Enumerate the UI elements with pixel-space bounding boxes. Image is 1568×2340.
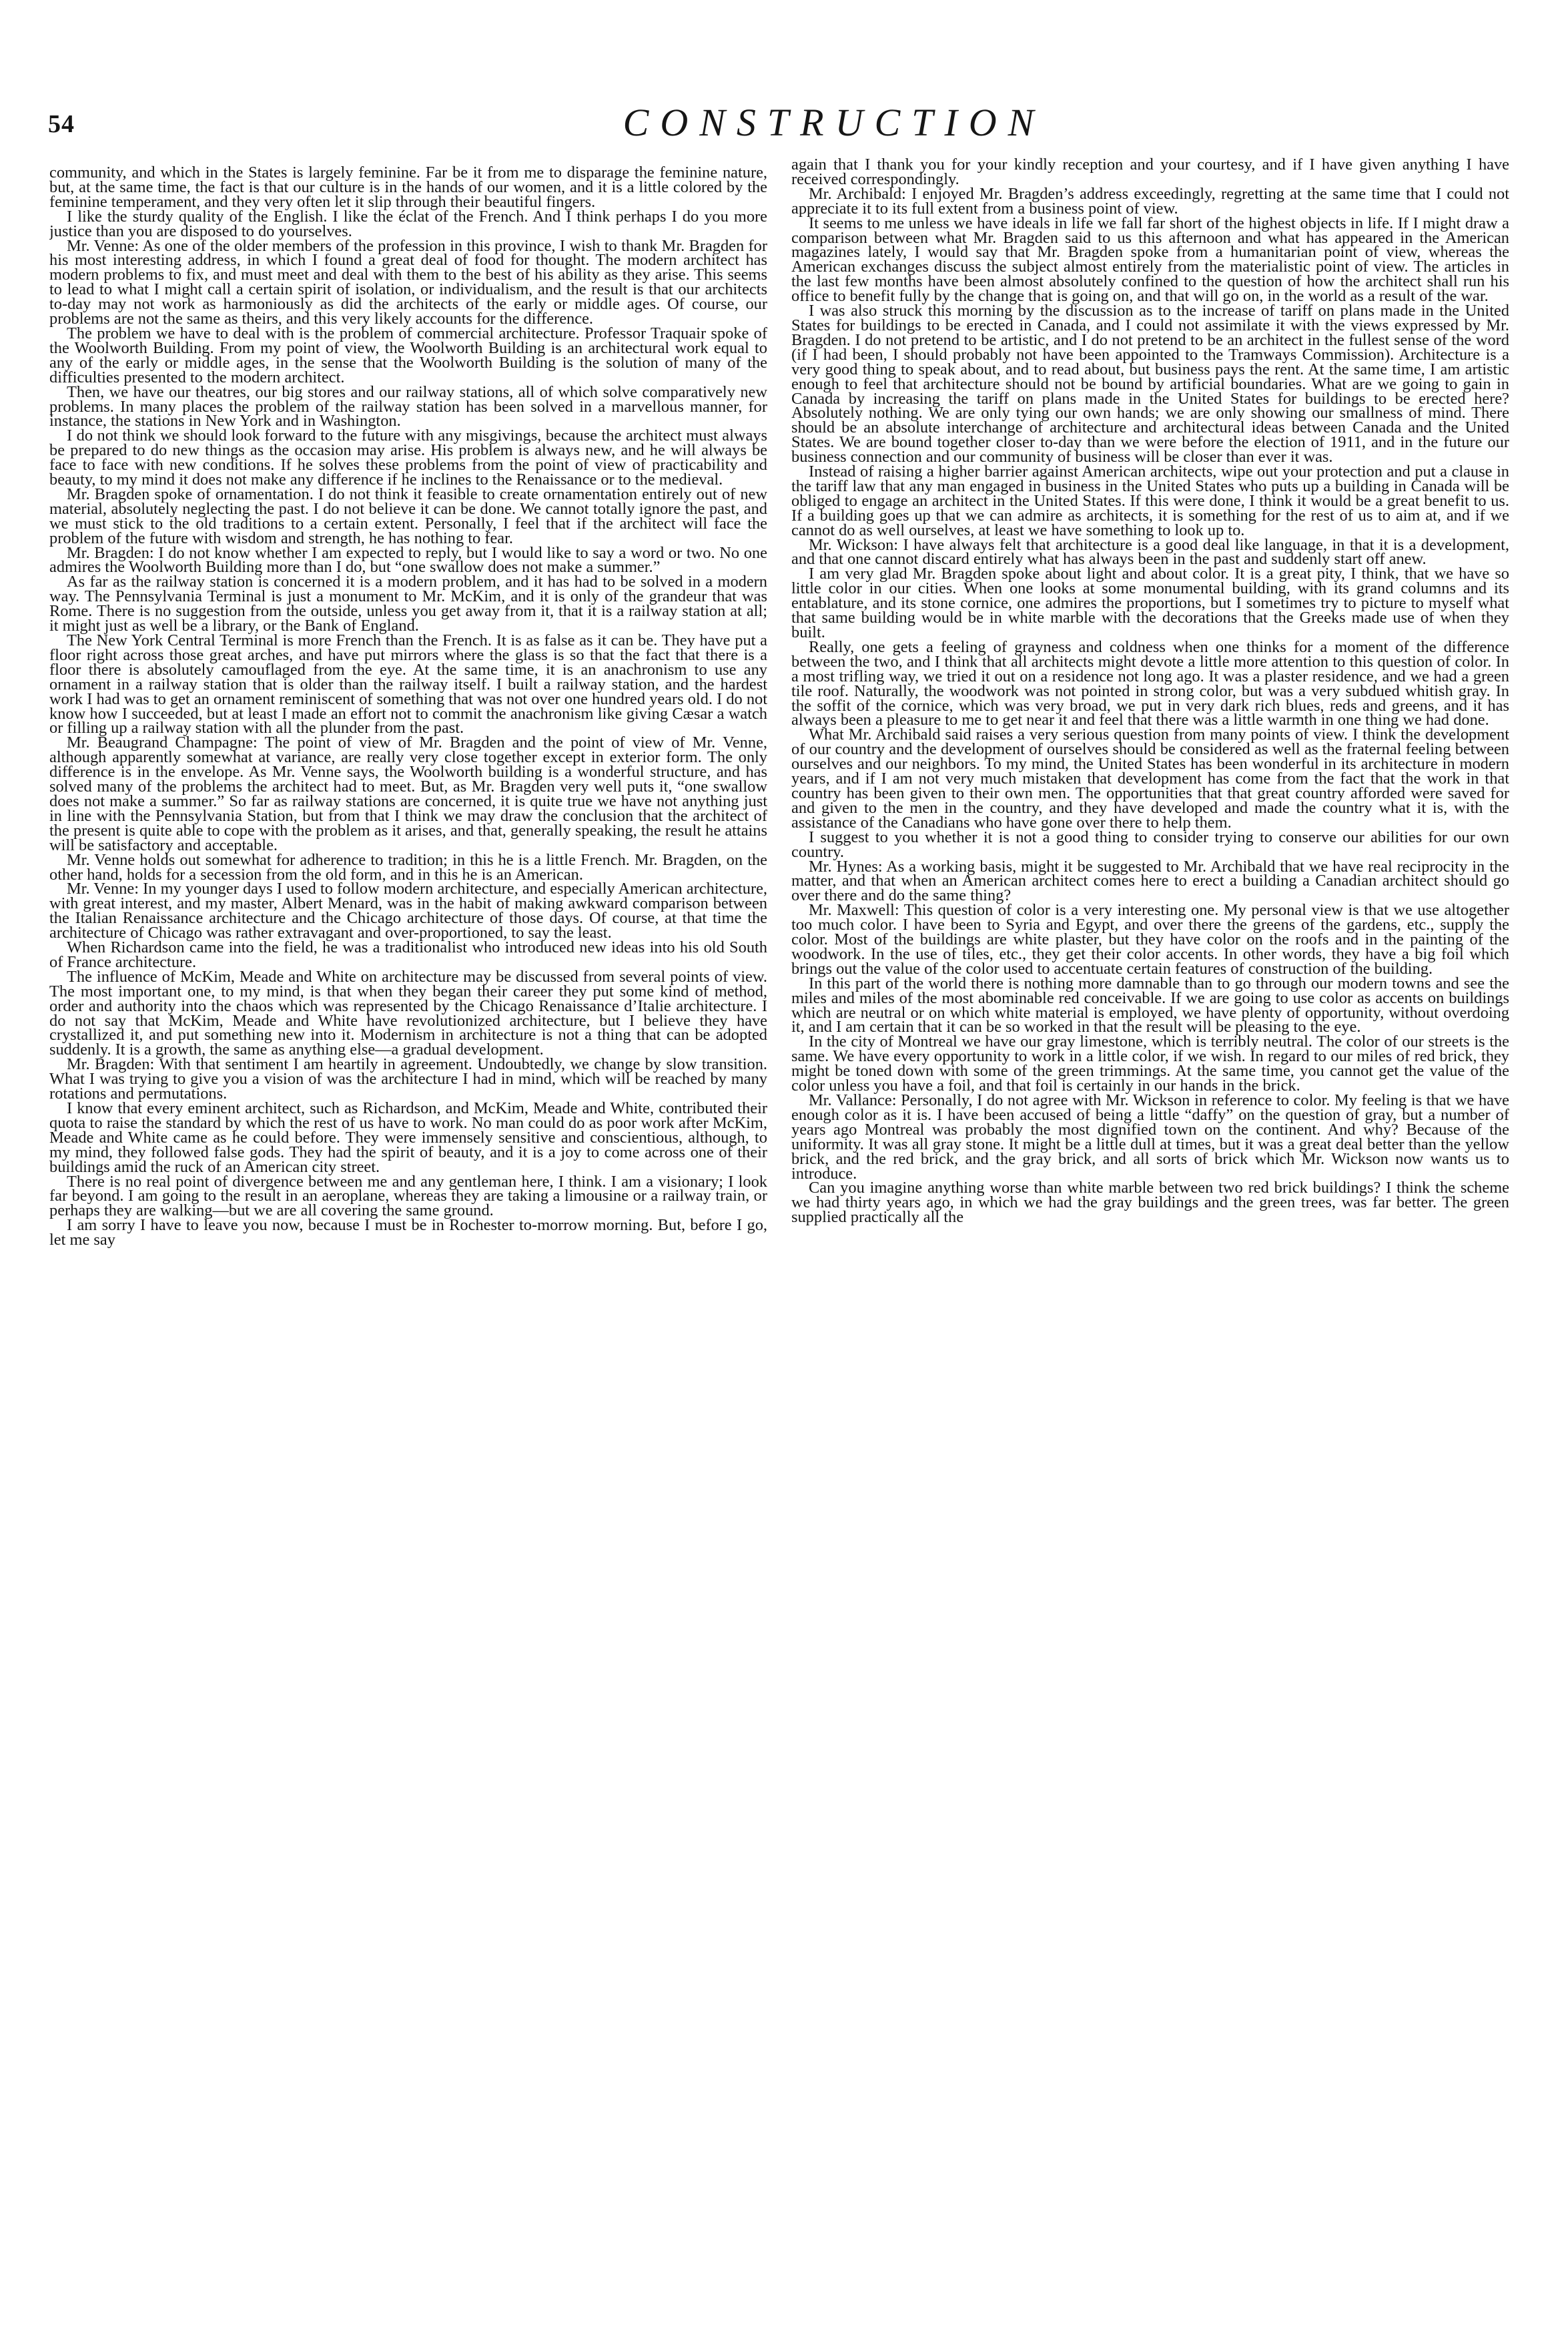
- paragraph: Mr. Bragden spoke of ornamentation. I do not think it feasible to create ornamentation entirely out of new material, absolutely neglecting the past. I do not believe it can be done. We cannot totally ignore the past, and we must stick to the old traditions to a certain extent. Personally, I feel that if the architect will face the problem of the future with wisdom and strength, he has nothing to fear.: [49, 485, 767, 547]
- paragraph: I like the sturdy quality of the English. I like the éclat of the French. And I think perhaps I do you more justice than you are disposed to do yourselves.: [49, 207, 767, 240]
- paragraph: I suggest to you whether it is not a good thing to consider trying to conserve our abilities for our own country.: [791, 828, 1509, 861]
- paragraph: Can you imagine anything worse than white marble between two red brick buildings? I think the scheme we had thirty years ago, in which we had the gray buildings and the green trees, was far better. The green supplied practically all the: [791, 1179, 1509, 1227]
- paragraph: I know that every eminent architect, such as Richardson, and McKim, Meade and White, contributed their quota to raise the standard by which the rest of us have to work. No man could do as poor work after McKim, Meade and White came as he could before. They were immensely sensitive and conscientious, although, to my mind, they followed false gods. They had the spirit of beauty, and it is a joy to come across one of their buildings amid the ruck of an American city street.: [49, 1099, 767, 1176]
- paragraph: Then, we have our theatres, our big stores and our railway stations, all of which solve comparatively new problems. In many places the problem of the railway station has been solved in a marvellous manner, for instance, the stations in New York and in Washington.: [49, 382, 767, 430]
- paragraph: Mr. Hynes: As a working basis, might it be suggested to Mr. Archibald that we have real reciprocity in the matter, and that when an American architect comes here to erect a building a Canadian architect should go over there and do the same thing?: [791, 857, 1509, 905]
- paragraph: Mr. Maxwell: This question of color is a very interesting one. My personal view is that we use altogether too much color. I have been to Syria and Egypt, and over there the greens of the gardens, etc., supply the color. Most of the buildings are white plaster, but they have color on the roofs and in the painting of the woodwork. In the use of tiles, etc., they get their color accents. In other words, they have a big foil which brings out the value of the color used to accentuate certain features of construction of the building.: [791, 901, 1509, 978]
- paragraph: In this part of the world there is nothing more damnable than to go through our modern towns and see the miles and miles of the most abominable red conceivable. If we are going to use color as accents on buildings which are neutral or on which white material is employed, we have plenty of opportunity, without overdoing it, and I am certain that it can be so worked in that the result will be pleasing to the eye.: [791, 974, 1509, 1037]
- paragraph: Instead of raising a higher barrier against American architects, wipe out your protection and put a clause in the tariff law that any man engaged in business in the United States who puts up a building in Canada will be obliged to engage an architect in the United States. If this were done, I think it would be a great benefit to us. If a building goes up that we can admire as architects, it is something for the rest of us to aim at, and if we cannot do as well ourselves, at least we have something to look up to.: [791, 463, 1509, 539]
- paragraph: What Mr. Archibald said raises a very serious question from many points of view. I think the development of our country and the development of ourselves should be considered as well as the fraternal feeling between ourselves and our neighbors. To my mind, the United States has been wonderful in its architecture in modern years, and if I am not very much mistaken that development has come from the fact that the work in that country has been given to their own men. The opportunities that that great country afforded were saved for and given to the men in the country, and they have developed and made the country what it is, with the assistance of the Canadians who have gone over there to help them.: [791, 725, 1509, 832]
- right-column: [791, 158, 1509, 2283]
- paragraph: I was also struck this morning by the discussion as to the increase of tariff on plans made in the United States for buildings to be erected in Canada, and I could not assimilate it with the views expressed by Mr. Bragden. I do not pretend to be artistic, and I do not pretend to be an architect in the fullest sense of the word (if I had been, I should probably not have been appointed to the Tramways Commission). Architecture is a very good thing to speak about, and to read about, but business pays the rent. At the same time, I am artistic enough to feel that architecture should not be bound by artificial boundaries. What are we going to gain in Canada by increasing the tariff on plans made in the United States for buildings to be erected here? Absolutely nothing. We are only tying our own hands; we are only showing our smallness of mind. There should be an absolute interchange of architecture and architectural ideas between Canada and the United States. We are bound together closer to-day than we were before the election of 1911, and in the future our business connection and our community of business will be closer than ever it was.: [791, 302, 1509, 467]
- paragraph: I do not think we should look forward to the future with any misgivings, because the architect must always be prepared to do new things as the occasion may arise. His problem is always new, and he will always be face to face with new conditions. If he solves these problems from the point of view of practicability and beauty, to my mind it does not make any difference if he inclines to the Renaissance or to the medieval.: [49, 426, 767, 489]
- paragraph: Mr. Beaugrand Champagne: The point of view of Mr. Bragden and the point of view of Mr. Venne, although apparently somewhat at variance, are really very close together except in exterior form. The only difference is in the envelope. As Mr. Venne says, the Woolworth building is a wonderful structure, and has solved many of the problems the architect had to meet. But, as Mr. Bragden very well puts it, “one swallow does not make a summer.” So far as railway stations are concerned, it is quite true we have not anything just in line with the Pennsylvania Station, but from that I think we may draw the conclusion that the architect of the present is quite able to cope with the problem as it arises, and that, generally speaking, the result he attains will be satisfactory and acceptable.: [49, 734, 767, 854]
- paragraph: Mr. Archibald: I enjoyed Mr. Bragden’s address exceedingly, regretting at the same time that I could not appreciate it to its full extent from a business point of view.: [791, 184, 1509, 218]
- paragraph: Mr. Bragden: I do not know whether I am expected to reply, but I would like to say a word or two. No one admires the Woolworth Building more than I do, but “one swallow does not make a summer.”: [49, 543, 767, 577]
- page-header: [0, 100, 1568, 154]
- paragraph: It seems to me unless we have ideals in life we fall far short of the highest objects in life. If I might draw a comparison between what Mr. Bragden said to us this afternoon and what has appeared in the American magazines lately, I would say that Mr. Bragden spoke from a humanitarian point of view, whereas the American exchanges discuss the subject almost entirely from the materialistic point of view. The articles in the last few months have been almost absolutely confined to the question of how the architect shall run his office to benefit fully by the change that is going on, and that will go on, in the world as a result of the war.: [791, 214, 1509, 306]
- paragraph: Mr. Venne: As one of the older members of the profession in this province, I wish to thank Mr. Bragden for his most interesting address, in which I found a great deal of food for thought. The modern architect has modern problems to fix, and must meet and deal with them to the best of his ability as they arise. This seems to lead to what I might call a certain spirit of isolation, or individualism, and the result is that our architects to-day may not work as harmoniously as did the architects of the early or middle ages. Of course, our problems are not the same as theirs, and this very likely accounts for the difference.: [49, 236, 767, 328]
- paragraph: The New York Central Terminal is more French than the French. It is as false as it can be. They have put a floor right across those great arches, and have put mirrors where the glass is so that the fact that there is a floor there is absolutely camouflaged from the eye. At the same time, it is an anachronism to use any ornament in a railway station that is older than the railway itself. I built a railway station, and the hardest work I had was to get an ornament reminiscent of something that was not over one hundred years old. I do not know how I succeeded, but at least I made an effort not to commit the anachronism like giving Cæsar a watch or filling up a railway station with all the plunder from the past.: [49, 631, 767, 738]
- left-column: [49, 166, 767, 2291]
- paragraph: The problem we have to deal with is the problem of commercial architecture. Professor Traquair spoke of the Woolworth Building. From my point of view, the Woolworth Building is an architectural work equal to any of the early or middle ages, in the sense that the Woolworth Building is the solution of many of the difficulties presented to the modern architect.: [49, 324, 767, 386]
- paragraph: There is no real point of divergence between me and any gentleman here, I think. I am a visionary; I look far beyond. I am going to the result in an aeroplane, whereas they are taking a limousine or a railway train, or perhaps they are walking—but we are all covering the same ground.: [49, 1172, 767, 1220]
- page-number: 54: [48, 110, 75, 138]
- paragraph: As far as the railway station is concerned it is a modern problem, and it has had to be solved in a modern way. The Pennsylvania Terminal is just a monument to Mr. McKim, and it is only of the grandeur that was Rome. There is no suggestion from the outside, unless you get away from it, that it is a railway station at all; it might just as well be a library, or the Bank of England.: [49, 573, 767, 635]
- paragraph: The influence of McKim, Meade and White on architecture may be discussed from several points of view. The most important one, to my mind, is that when they began their career they put some kind of method, order and authority into the chaos which was represented by the Chicago Renaissance d’Italie architecture. I do not say that McKim, Meade and White have revolutionized architecture, but I believe they have crystallized it, and put something new into it. Modernism in architecture is not a thing that can be adopted suddenly. It is a growth, the same as anything else—a gradual development.: [49, 967, 767, 1059]
- paragraph: In the city of Montreal we have our gray limestone, which is terribly neutral. The color of our streets is the same. We have every opportunity to work in a little color, if we wish. In regard to our miles of red brick, they might be toned down with some of the green trimmings. At the same time, you cannot get the value of the color unless you have a foil, and that foil is certainly in our hands in the brick.: [791, 1033, 1509, 1095]
- paragraph: Mr. Bragden: With that sentiment I am heartily in agreement. Undoubtedly, we change by slow transition. What I was trying to give you a vision of was the architecture I had in mind, which will be reached by many rotations and permutations.: [49, 1055, 767, 1103]
- paragraph: Really, one gets a feeling of grayness and coldness when one thinks for a moment of the difference between the two, and I think that all architects might devote a little more attention to this question of color. In a most trifling way, we tried it out on a residence not long ago. It was a plaster residence, and we had a green tile roof. Naturally, the woodwork was not pointed in strong color, but was a very subdued whitish gray. In the soffit of the cornice, which was very broad, we put in very dark rich blues, reds and greens, and it has always been a pleasure to me to get near it and feel that there was a little warmth in one thing we had done.: [791, 637, 1509, 729]
- paragraph: Mr. Venne: In my younger days I used to follow modern architecture, and especially American architecture, with great interest, and my master, Albert Menard, was in the habit of making awkward comparison between the Italian Renaissance architecture and the Chicago architecture of those days. Of course, at that time the architecture of Chicago was rather extravagant and over-proportioned, to say the least.: [49, 880, 767, 942]
- paragraph: I am very glad Mr. Bragden spoke about light and about color. It is a great pity, I think, that we have so little color in our cities. When one looks at some monumental building, with its grand columns and its entablature, and its stone cornice, one admires the proportions, but I sometimes try to picture to myself what that same building would be in white marble with the decorations that the Greeks made use of when they built.: [791, 565, 1509, 641]
- paragraph: community, and which in the States is largely feminine. Far be it from me to disparage the feminine nature, but, at the same time, the fact is that our culture is in the hands of our women, and it is a little colored by the feminine temperament, and they very often let it slip through their beautiful fingers.: [49, 166, 767, 211]
- paragraph: Mr. Wickson: I have always felt that architecture is a good deal like language, in that it is a development, and that one cannot discard entirely what has always been in the past and suddenly start off anew.: [791, 535, 1509, 569]
- paragraph: Mr. Venne holds out somewhat for adherence to tradition; in this he is a little French. Mr. Bragden, on the other hand, holds for a secession from the old form, and in this he is an American.: [49, 850, 767, 884]
- paragraph: Mr. Vallance: Personally, I do not agree with Mr. Wickson in reference to color. My feeling is that we have enough color as it is. I have been accused of being a little “daffy” on the question of gray, but a number of years ago Montreal was probably the most dignified town on the continent. And why? Because of the uniformity. It was all gray stone. It might be a little dull at times, but it was a great deal better than the yellow brick, and the red brick, and the gray brick, and all sorts of brick which Mr. Wickson now wants us to introduce.: [791, 1091, 1509, 1183]
- paragraph: I am sorry I have to leave you now, because I must be in Rochester to-morrow morning. But, before I go, let me say: [49, 1216, 767, 1249]
- journal-title: CONSTRUCTION: [623, 101, 1046, 144]
- paragraph: again that I thank you for your kindly reception and your courtesy, and if I have given anything I have received correspondingly.: [791, 158, 1509, 188]
- paragraph: When Richardson came into the field, he was a traditionalist who introduced new ideas into his old South of France architecture.: [49, 938, 767, 971]
